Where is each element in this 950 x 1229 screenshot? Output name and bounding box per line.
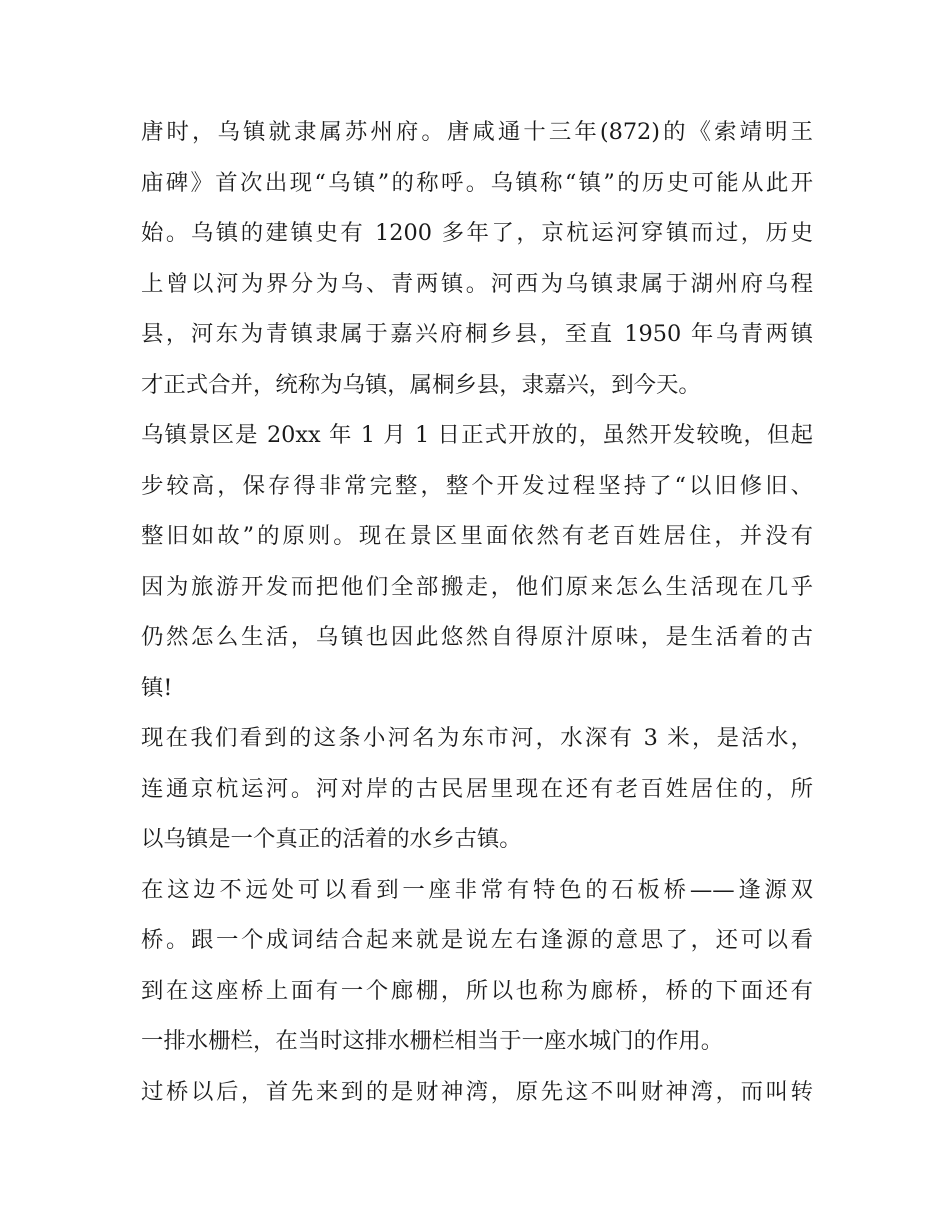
text-line: 仍然怎么生活，乌镇也因此悠然自得原汁原味，是生活着的古 [141, 624, 813, 650]
paragraph-caishen-bay [141, 1067, 813, 1118]
text-line: 在这边不远处可以看到一座非常有特色的石板桥——逢源双 [141, 876, 813, 903]
text-line: 连通京杭运河。河对岸的古民居里现在还有老百姓居住的，所 [141, 775, 813, 802]
text-line: 镇! [141, 674, 173, 701]
paragraph-scenic-area-opening [141, 410, 813, 713]
text-line: 到在这座桥上面有一个廊棚，所以也称为廊桥，桥的下面还有 [141, 977, 813, 1004]
text-line: 县，河东为青镇隶属于嘉兴府桐乡县，至直 1950 年乌青两镇 [141, 321, 813, 347]
text-line: 以乌镇是一个真正的活着的水乡古镇。 [141, 826, 522, 852]
text-line: 桥。跟一个成词结合起来就是说左右逢源的意思了，还可以看 [141, 927, 813, 953]
document-body [141, 107, 813, 1117]
text-line: 上曾以河为界分为乌、青两镇。河西为乌镇隶属于湖州府乌程 [141, 270, 813, 297]
paragraph-dongshi-river [141, 713, 813, 865]
text-line: 才正式合并，统称为乌镇，属桐乡县，隶嘉兴，到今天。 [141, 371, 701, 398]
text-line: 过桥以后，首先来到的是财神湾，原先这不叫财神湾，而叫转 [141, 1078, 813, 1105]
text-line: 步较高，保存得非常完整，整个开发过程坚持了“以旧修旧、 [141, 472, 813, 499]
text-line: 乌镇景区是 20xx 年 1 月 1 日正式开放的，虽然开发较晚，但起 [141, 422, 813, 448]
text-line: 一排水栅栏，在当时这排水栅栏相当于一座水城门的作用。 [141, 1028, 724, 1054]
text-line: 因为旅游开发而把他们全部搬走，他们原来怎么生活现在几乎 [141, 573, 813, 600]
text-line: 唐时，乌镇就隶属苏州府。唐咸通十三年(872)的《索靖明王 [141, 119, 813, 145]
text-line: 现在我们看到的这条小河名为东市河，水深有 3 米，是活水， [141, 725, 813, 751]
paragraph-tang-dynasty-history [141, 107, 813, 410]
text-line: 始。乌镇的建镇史有 1200 多年了，京杭运河穿镇而过，历史 [141, 220, 813, 246]
text-line: 整旧如故”的原则。现在景区里面依然有老百姓居住，并没有 [141, 523, 813, 549]
paragraph-fengyuan-bridges [141, 865, 813, 1067]
text-line: 庙碑》首次出现“乌镇”的称呼。乌镇称“镇”的历史可能从此开 [141, 169, 813, 196]
